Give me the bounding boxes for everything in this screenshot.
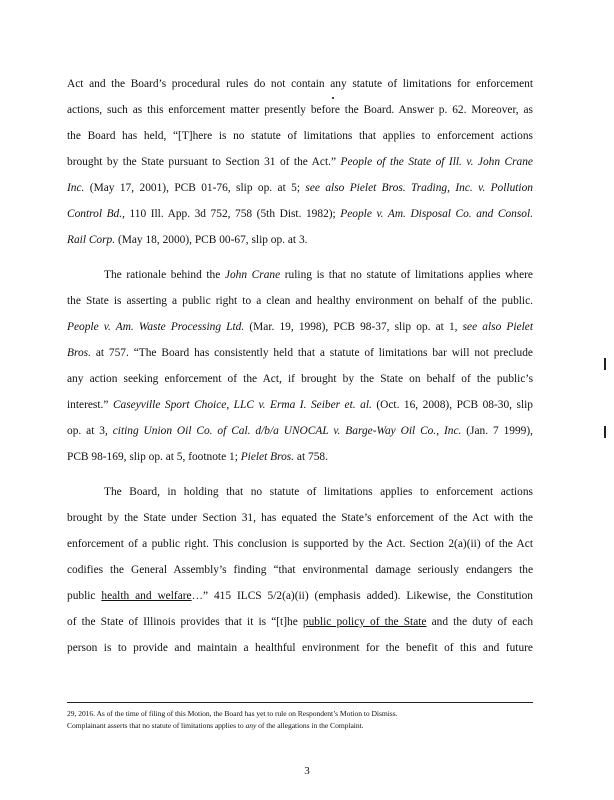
para3-line: person is to provide and maintain a healthful environment for the benefit of this and future (67, 642, 533, 654)
para3-line: codifies the General Assembly’s finding “that environmental damage seriously endangers the (67, 564, 533, 576)
para1-line (67, 181, 533, 195)
text-run: brought by the State pursuant to Section 31 of the Act.” (67, 156, 341, 168)
case-citation: People of the State of Ill. v. John Crane (340, 156, 533, 168)
para2-line: the State is asserting a public right to a clean and healthy environment on behalf of the public. (67, 295, 533, 307)
case-citation: Control Bd. (67, 208, 123, 220)
footnote-separator (67, 702, 533, 703)
case-citation: People v. Am. Disposal Co. and Consol. (340, 208, 533, 220)
para1-line (67, 155, 533, 169)
case-citation: Rail Corp. (67, 234, 116, 246)
para1-line: Act and the Board’s procedural rules do not contain any statute of limitations for enforcement (67, 78, 533, 90)
text-run: (Oct. 16, 2008), PCB 08-30, slip (371, 399, 533, 411)
para3-line: enforcement of a public right. This conclusion is supported by the Act. Section 2(a)(ii) of the Act (67, 538, 533, 550)
text-run: (Mar. 19, 1998), PCB 98-37, slip op. at 1, (244, 321, 463, 333)
text-run: (Jan. 7 1999), (461, 425, 534, 437)
para2-line (67, 346, 533, 360)
case-citation: see also Pielet (462, 321, 533, 333)
para1-line: the Board has held, “[T]here is no statute of limitations that applies to enforcement actions (67, 130, 533, 142)
text-run: ruling is that no statute of limitations applies where (280, 269, 533, 281)
emphasis-underline: health and welfare (101, 590, 192, 602)
text-run: …” 415 ILCS 5/2(a)(ii) (emphasis added). Likewise, the Constitution (191, 590, 533, 602)
text-run: PCB 98-169, slip op. at 5, footnote 1; (67, 451, 241, 463)
emphasis-italic: any (245, 721, 257, 730)
case-citation: Inc. (67, 182, 85, 194)
text-run: op. at 3, (67, 425, 113, 437)
case-citation: citing Union Oil Co. of Cal. d/b/a UNOCAL v. Barge-Way Oil Co., Inc. (112, 425, 462, 437)
para3-line: The Board, in holding that no statute of limitations applies to enforcement actions (104, 486, 533, 498)
text-run: at 757. “The Board has consistently held that a statute of limitations bar will not preclude (90, 347, 533, 359)
footnote-line: 29, 2016. As of the time of filing of this Motion, the Board has yet to rule on Respondent’s Motion to Dismiss. (67, 709, 398, 718)
para1-line (67, 207, 533, 221)
text-run: (May 18, 2000), PCB 00-67, slip op. at 3. (115, 234, 308, 246)
case-citation: Caseyville Sport Choice, LLC v. Erma I. Seiber et. al. (112, 399, 372, 411)
text-run: public (67, 590, 102, 602)
para2-line (67, 450, 533, 464)
case-citation: People v. Am. Waste Processing Ltd. (67, 321, 245, 333)
text-run: Complainant asserts that no statute of limitations applies to (67, 721, 246, 730)
case-citation: Pielet Bros. (240, 451, 295, 463)
text-run: of the State of Illinois provides that it is “[t]he (67, 616, 303, 628)
text-run: , 110 Ill. App. 3d 752, 758 (5th Dist. 1982); (122, 208, 341, 220)
text-run: The rationale behind the (104, 269, 225, 281)
text-run: (May 17, 2001), PCB 01-76, slip op. at 5; (84, 182, 306, 194)
text-run: of the allegations in the Complaint. (256, 721, 364, 730)
scan-speck (332, 97, 334, 99)
para3-line (67, 589, 533, 603)
para3-line (67, 615, 533, 629)
case-citation: Bros. (67, 347, 91, 359)
page-number: 3 (304, 765, 310, 777)
scan-mark (604, 426, 606, 438)
para2-line (104, 268, 533, 282)
para1-line: actions, such as this enforcement matter presently before the Board. Answer p. 62. Moreover, as (67, 104, 533, 116)
emphasis-underline: public policy of the State (302, 616, 427, 628)
para1-line (67, 233, 533, 247)
para2-line (67, 398, 533, 412)
scan-mark (604, 358, 606, 370)
text-run: at 758. (294, 451, 328, 463)
para2-line: any action seeking enforcement of the Act, if brought by the State on behalf of the public’s (67, 373, 533, 385)
text-run: interest.” (67, 399, 113, 411)
text-run: and the duty of each (426, 616, 534, 628)
footnote-line (67, 721, 533, 731)
para3-line: brought by the State under Section 31, has equated the State’s enforcement of the Act with the (67, 512, 533, 524)
case-citation: John Crane (224, 269, 281, 281)
case-citation: see also Pielet Bros. Trading, Inc. v. Pollution (305, 182, 533, 194)
para2-line (67, 320, 533, 334)
para2-line (67, 424, 533, 438)
